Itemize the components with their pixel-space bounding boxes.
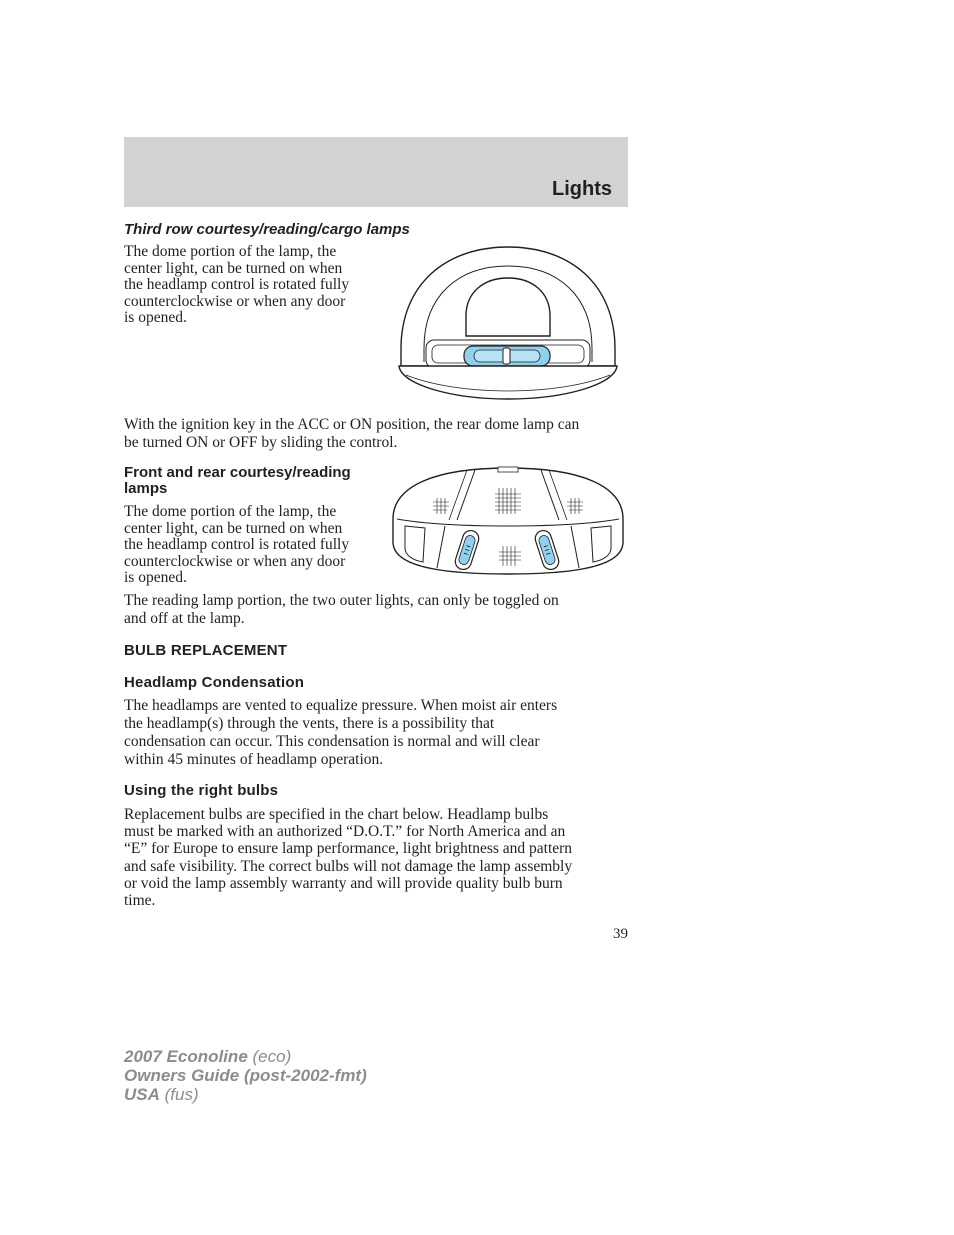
text-line: The dome portion of the lamp, the	[124, 503, 337, 520]
document-footer	[124, 1047, 367, 1104]
text-line: is opened.	[124, 569, 187, 587]
text-line: must be marked with an authorized “D.O.T.” for North America and an	[124, 823, 566, 841]
right-bulbs-paragraph	[124, 806, 572, 909]
footer-line-market	[124, 1085, 367, 1104]
heading-line: Front and rear courtesy/reading	[124, 464, 351, 481]
text-line: or void the lamp assembly warranty and will provide quality bulb burn	[124, 874, 563, 892]
front-rear-lamp-illustration	[385, 464, 631, 578]
text-line: the headlamp(s) through the vents, there is a possibility that	[124, 715, 495, 732]
text-line: Replacement bulbs are specified in the chart below. Headlamp bulbs	[124, 806, 549, 823]
text-line: and off at the lamp.	[124, 610, 245, 627]
text-line: center light, can be turned on when	[124, 259, 343, 277]
section-header-bar	[124, 137, 628, 207]
footer-market-code: (fus)	[164, 1085, 199, 1104]
text-line: within 45 minutes of headlamp operation.	[124, 751, 384, 768]
footer-line-model	[124, 1047, 367, 1066]
reading-lamp-paragraph	[124, 592, 559, 628]
heading-line: lamps	[124, 480, 168, 497]
condensation-paragraph	[124, 697, 557, 769]
footer-model-name: 2007 Econoline	[124, 1047, 248, 1066]
text-line: and safe visibility. The correct bulbs will not damage the lamp assembly	[124, 857, 573, 875]
text-line: The headlamps are vented to equalize pressure. When moist air enters	[124, 697, 558, 714]
page-number: 39	[613, 926, 628, 942]
text-line: counterclockwise or when any door	[124, 552, 346, 570]
text-line: counterclockwise or when any door	[124, 292, 346, 310]
front-rear-paragraph	[124, 504, 349, 587]
text-line: the headlamp control is rotated fully	[124, 276, 350, 294]
text-line: be turned ON or OFF by sliding the control.	[124, 434, 398, 451]
footer-market-name: USA	[124, 1085, 160, 1104]
third-row-lamp-illustration	[396, 244, 620, 404]
text-line: The reading lamp portion, the two outer lights, can only be toggled on	[124, 592, 559, 609]
headlamp-condensation-heading: Headlamp Condensation	[124, 674, 305, 691]
third-row-heading: Third row courtesy/reading/cargo lamps	[124, 221, 410, 238]
footer-line-guide	[124, 1066, 367, 1085]
front-rear-heading	[124, 465, 351, 497]
text-line: The dome portion of the lamp, the	[124, 243, 337, 260]
text-line: is opened.	[124, 309, 187, 327]
footer-guide-name: Owners Guide (post-2002-fmt)	[124, 1066, 367, 1085]
text-line: With the ignition key in the ACC or ON position, the rear dome lamp can	[124, 416, 580, 433]
text-line: center light, can be turned on when	[124, 519, 343, 537]
bulb-replacement-heading: BULB REPLACEMENT	[124, 642, 288, 659]
text-line: the headlamp control is rotated fully	[124, 536, 350, 554]
right-bulbs-heading: Using the right bulbs	[124, 782, 279, 799]
section-title: Lights	[552, 178, 612, 200]
text-line: “E” for Europe to ensure lamp performance, light brightness and pattern	[124, 840, 573, 858]
footer-model-code: (eco)	[252, 1047, 292, 1066]
text-line: condensation can occur. This condensation is normal and will clear	[124, 733, 540, 750]
third-row-paragraph	[124, 244, 349, 327]
text-line: time.	[124, 892, 156, 910]
third-row-ignition-paragraph	[124, 416, 579, 452]
